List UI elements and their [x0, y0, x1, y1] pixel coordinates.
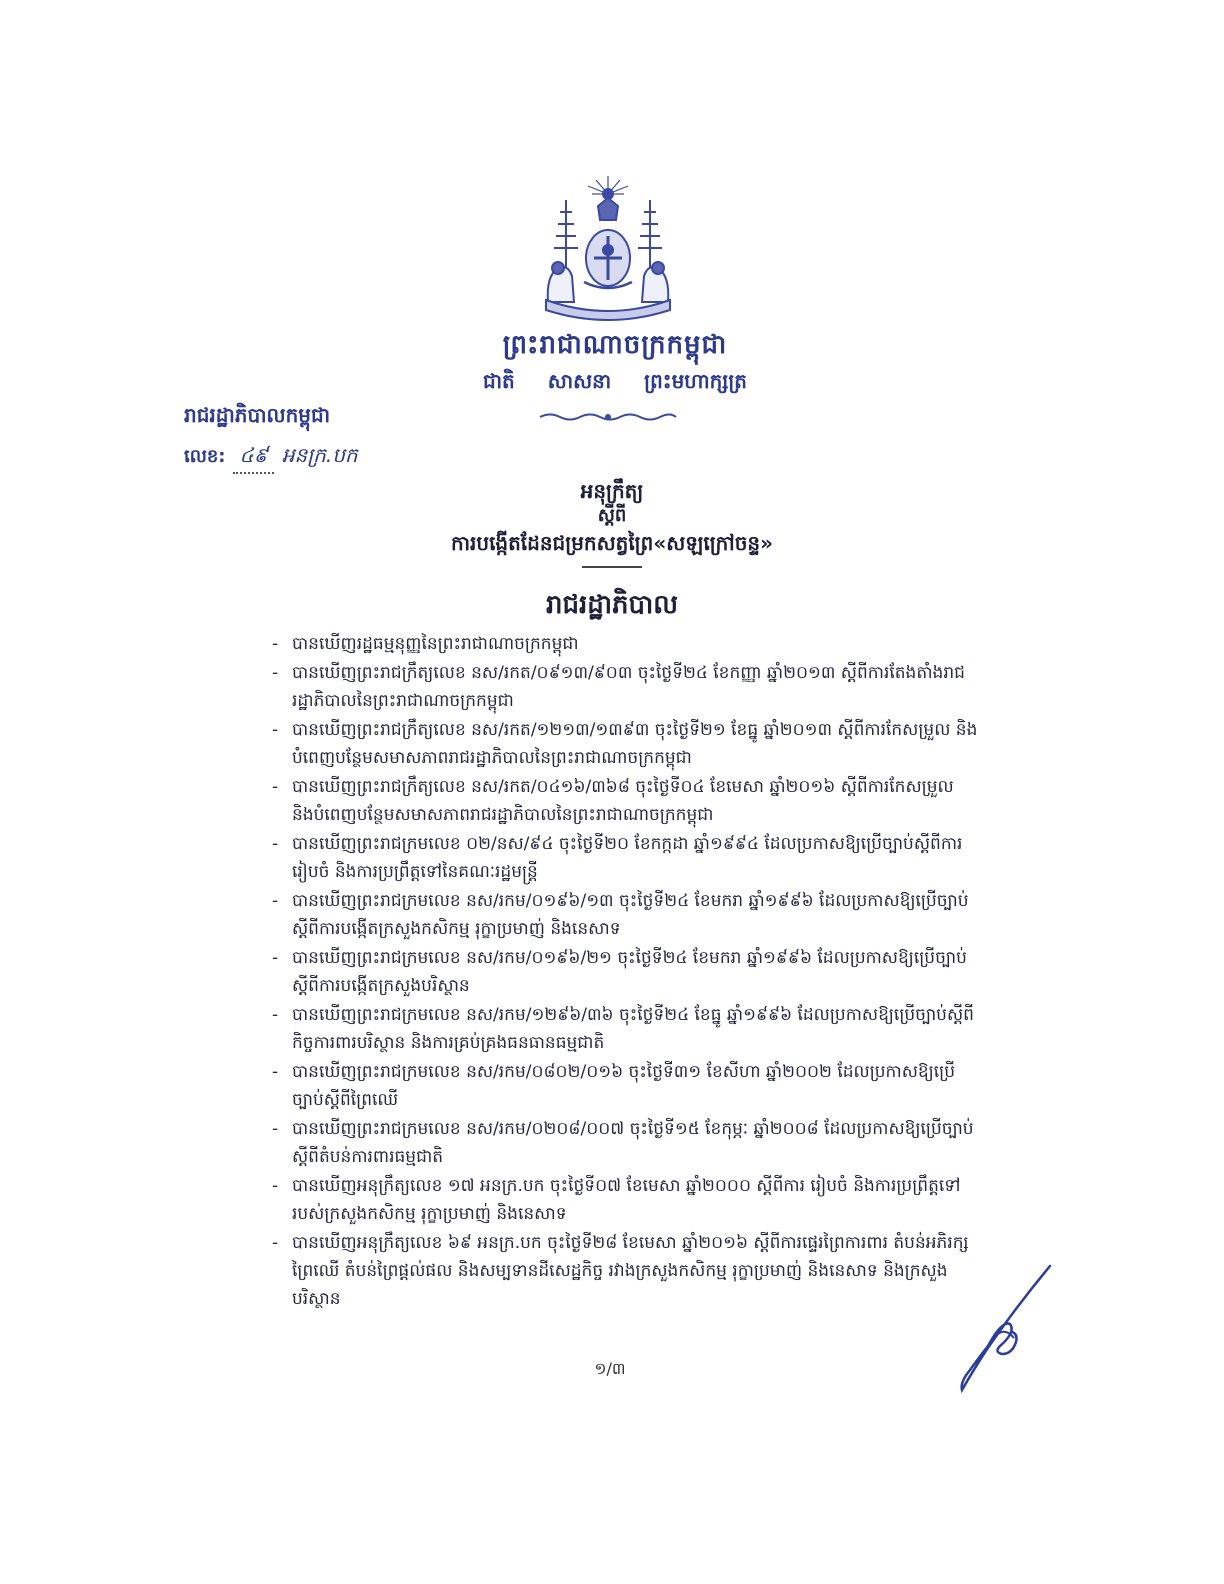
list-item: - បានឃើញព្រះរាជក្រឹត្យលេខ នស/រកត/០៩១៣/៩០៣ ចុះថ្ងៃទី២៤ ខែកញ្ញា ឆ្នាំ២០១៣ ស្តីពីការតែងតាំងរាជរដ្ឋាភិបាលនៃព្រះរាជាណាចក្រកម្ពុជា — [270, 659, 978, 715]
national-motto: ជាតិ សាសនា ព្រះមហាក្សត្រ — [483, 369, 747, 393]
number-suffix: អនក្រ.បក — [281, 443, 358, 467]
list-item: - បានឃើញព្រះរាជក្រឹត្យលេខ នស/រកត/១២១៣/១៣៩៣ ចុះថ្ងៃទី២១ ខែធ្នូ ឆ្នាំ២០១៣ ស្តីពីការកែសម្រួល និងបំពេញបន្ថែមសមាសភាពរាជរដ្ឋាភិបាលនៃព្រះរាជាណាចក្រកម្ពុជា — [270, 716, 978, 772]
list-item: - បានឃើញព្រះរាជក្រមលេខ ០២/នស/៩៤ ចុះថ្ងៃទី២០ ខែកក្កដា ឆ្នាំ១៩៩៤ ដែលប្រកាសឱ្យប្រើច្បាប់ស្តីពីការរៀបចំ និងការប្រព្រឹត្តទៅនៃគណៈរដ្ឋមន្ត្រី — [270, 830, 978, 886]
list-item: - បានឃើញព្រះរាជក្រមលេខ នស/រកម/១២៩៦/៣៦ ចុះថ្ងៃទី២៤ ខែធ្នូ ឆ្នាំ១៩៩៦ ដែលប្រកាសឱ្យប្រើច្បាប់ស្តីពីកិច្ចការពារបរិស្ថាន និងការគ្រប់គ្រងធនធានធម្មជាតិ — [270, 1001, 978, 1057]
list-item: - បានឃើញព្រះរាជក្រឹត្យលេខ នស/រកត/០៤១៦/៣៦៨ ចុះថ្ងៃទី០៤ ខែមេសា ឆ្នាំ២០១៦ ស្តីពីការកែសម្រួល និងបំពេញបន្ថែមសមាសភាពរាជរដ្ឋាភិបាលនៃព្រះរាជាណាចក្រកម្ពុជា — [270, 773, 978, 829]
list-item: - បានឃើញអនុក្រឹត្យលេខ ៦៩ អនក្រ.បក ចុះថ្ងៃទី២៨ ខែមេសា ឆ្នាំ២០១៦ ស្តីពីការផ្ទេរព្រៃការពារ តំបន់អភិរក្សព្រៃឈើ តំបន់ព្រៃផ្តល់ផល និងសម្បទានដីសេដ្ឋកិច្ច រវាងក្រសួងកសិកម្ម រុក្ខាប្រមាញ់ និងនេសាទ និងក្រសួងបរិស្ថាន — [270, 1229, 978, 1313]
royal-emblem-icon — [528, 172, 688, 322]
document-title — [380, 478, 844, 568]
list-item: - បានឃើញរដ្ឋធម្មនុញ្ញនៃព្រះរាជាណាចក្រកម្ពុជា — [270, 630, 978, 658]
signature-icon — [950, 1262, 1060, 1394]
number-label: លេខ: — [184, 446, 226, 467]
number-value: ៤៩ — [233, 442, 273, 474]
document-number — [184, 442, 358, 474]
government-name: រាជរដ្ឋាភិបាលកម្ពុជា — [184, 403, 330, 427]
list-item: - បានឃើញព្រះរាជក្រមលេខ នស/រកម/០៨០២/០១៦ ចុះថ្ងៃទី៣១ ខែសីហា ឆ្នាំ២០០២ ដែលប្រកាសឱ្យប្រើច្បាប់ស្តីពីព្រៃឈើ — [270, 1058, 978, 1114]
list-item: - បានឃើញព្រះរាជក្រមលេខ នស/រកម/០១៩៦/១៣ ចុះថ្ងៃទី២៤ ខែមករា ឆ្នាំ១៩៩៦ ដែលប្រកាសឱ្យប្រើច្បាប់ស្តីពីការបង្កើតក្រសួងកសិកម្ម រុក្ខាប្រមាញ់ និងនេសាទ — [270, 887, 978, 943]
issuer-heading: រាជរដ្ឋាភិបាល — [545, 590, 679, 620]
divider-ornament-icon — [538, 412, 678, 422]
kingdom-name: ព្រះរាជាណាចក្រកម្ពុជា — [502, 330, 728, 360]
list-item: - បានឃើញព្រះរាជក្រមលេខ នស/រកម/០១៩៦/២១ ចុះថ្ងៃទី២៤ ខែមករា ឆ្នាំ១៩៩៦ ដែលប្រកាសឱ្យប្រើច្បាប់ស្តីពីការបង្កើតក្រសួងបរិស្ថាន — [270, 944, 978, 1000]
title-on: ស្តីពី — [597, 505, 627, 526]
title-type: អនុក្រឹត្យ — [580, 479, 644, 503]
clause-list — [270, 630, 978, 1314]
page-number: ១/៣ — [594, 1359, 626, 1378]
title-underline — [582, 566, 642, 568]
list-item: - បានឃើញព្រះរាជក្រមលេខ នស/រកម/០២០៨/០០៧ ចុះថ្ងៃទី១៥ ខែកុម្ភៈ ឆ្នាំ២០០៨ ដែលប្រកាសឱ្យប្រើច្បាប់ស្តីពីតំបន់ការពារធម្មជាតិ — [270, 1115, 978, 1171]
list-item: - បានឃើញអនុក្រឹត្យលេខ ១៧ អនក្រ.បក ចុះថ្ងៃទី០៧ ខែមេសា ឆ្នាំ២០០០ ស្តីពីការ រៀបចំ និងការប្រព្រឹត្តទៅរបស់ក្រសួងកសិកម្ម រុក្ខាប្រមាញ់ និងនេសាទ — [270, 1172, 978, 1228]
title-subject: ការបង្កើតដែនជម្រកសត្វព្រៃ«សឡក្រៅចន្ទ» — [450, 531, 774, 555]
